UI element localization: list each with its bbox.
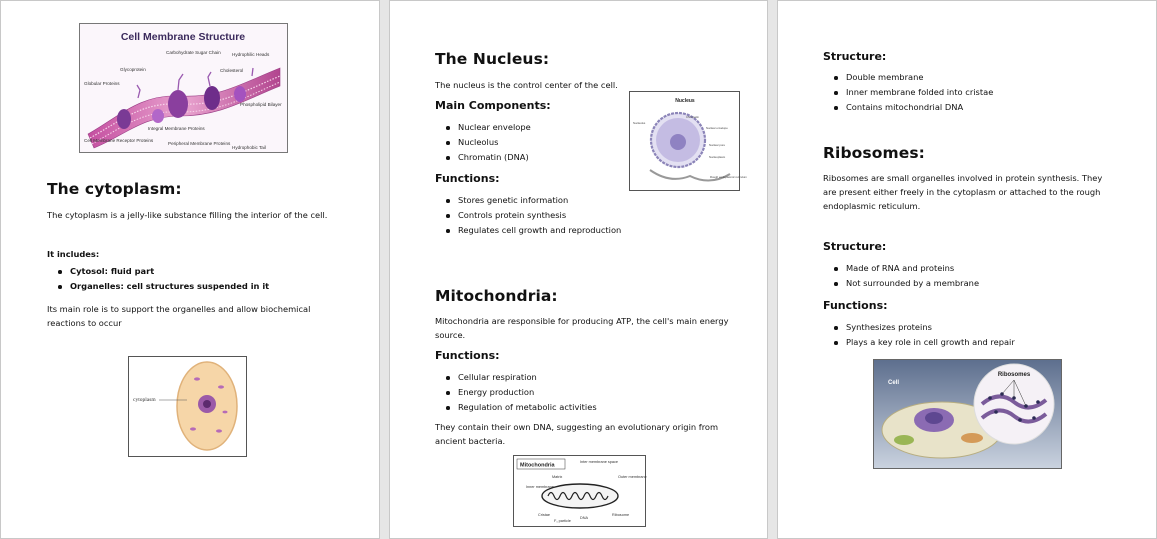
label-hydrophilic: Hydrophilic Heads	[232, 52, 270, 57]
functions-list	[435, 193, 621, 239]
mito-note: They contain their own DNA, suggesting an evolutionary origin from ancient bacteria.	[435, 422, 719, 446]
nucleus-intro: The nucleus is the control center of the cell.	[435, 80, 618, 90]
cytoplasm-items-list	[47, 264, 269, 294]
ribosomes-diagram	[874, 360, 1061, 468]
list-item: Not surrounded by a membrane	[823, 276, 979, 291]
ribo-functions-heading: Functions:	[823, 299, 888, 312]
nucleus-label-chromatin: Chromatin	[686, 115, 699, 119]
ribo-structure-list	[823, 261, 979, 291]
mito-label-matrix: Matrix	[552, 475, 563, 479]
label-globular: Globular Proteins	[84, 81, 120, 86]
mitochondria-diagram	[514, 456, 645, 526]
cytoplasm-role: Its main role is to support the organelles and allow biochemical reactions to occur	[47, 304, 311, 328]
components-heading: Main Components:	[435, 99, 551, 112]
nucleus-label-nucleolus: Nucleolus	[633, 121, 646, 125]
functions-heading: Functions:	[435, 172, 500, 185]
cytoplasm-diagram	[129, 357, 246, 456]
list-item: Cellular respiration	[435, 370, 597, 385]
list-item: Organelles: cell structures suspended in it	[47, 279, 269, 294]
nucleus-label-nucleoplasm: Nucleoplasm	[709, 155, 726, 159]
ribo-structure-heading: Structure:	[823, 240, 887, 253]
label-peripheral: Peripheral Membrane Proteins	[168, 141, 231, 146]
list-item: Double membrane	[823, 70, 993, 85]
cytoplasm-figure	[128, 356, 247, 457]
list-item: Cytosol: fluid part	[47, 264, 269, 279]
nucleus-label-pore: Nuclear pore	[709, 143, 726, 147]
document-page-2	[389, 0, 768, 539]
list-item: Regulation of metabolic activities	[435, 400, 597, 415]
list-item: Inner membrane folded into cristae	[823, 85, 993, 100]
list-item: Synthesizes proteins	[823, 320, 1015, 335]
nucleus-diagram	[630, 92, 747, 190]
label-glycoprotein: Glycoprotein	[120, 67, 146, 72]
mito-fig-title: Mitochondria	[520, 462, 555, 469]
list-item: Stores genetic information	[435, 193, 621, 208]
document-page-1	[0, 0, 380, 539]
label-phospholipid: Phospholipid Bilayer	[240, 102, 282, 107]
list-item: Contains mitochondrial DNA	[823, 100, 993, 115]
label-receptor: Cell Membrane Receptor Proteins	[84, 138, 154, 143]
list-item: Energy production	[435, 385, 597, 400]
mito-structure-heading: Structure:	[823, 50, 887, 63]
list-item: Chromatin (DNA)	[435, 150, 531, 165]
list-item: Controls protein synthesis	[435, 208, 621, 223]
nucleus-label-rer: Rough endoplasmic reticulum	[710, 175, 747, 179]
cytoplasm-heading: The cytoplasm:	[47, 180, 182, 198]
includes-label: It includes:	[47, 249, 100, 259]
label-carbohydrate: Carbohydrate Sugar Chain	[166, 50, 221, 55]
mito-label-cristae: Cristae	[538, 513, 551, 517]
ribosomes-heading: Ribosomes:	[823, 144, 925, 162]
cell-membrane-figure	[79, 23, 288, 153]
nucleus-figure	[629, 91, 747, 191]
list-item: Regulates cell growth and reproduction	[435, 223, 621, 238]
mito-structure-list	[823, 70, 993, 116]
label-cholesterol: Cholesterol	[220, 68, 244, 73]
label-hydrophobic: Hydrophobic Tail	[232, 145, 266, 150]
list-item: Made of RNA and proteins	[823, 261, 979, 276]
mito-label-dna: DNA	[580, 516, 589, 520]
ribosomes-fig-label: Ribosomes	[997, 372, 1031, 378]
mitochondria-heading: Mitochondria:	[435, 287, 558, 305]
list-item: Nuclear envelope	[435, 120, 531, 135]
nucleus-fig-title: Nucleus	[675, 98, 695, 104]
nucleus-label-envelope: Nuclear envelope	[706, 126, 728, 130]
cell-membrane-diagram	[80, 24, 287, 152]
mito-label-ribosome: Ribosome	[612, 513, 630, 517]
mito-label-inner: Inner membrane	[526, 485, 554, 489]
mito-label-intermembrane: Inter membrane space	[580, 460, 618, 464]
document-page-3	[777, 0, 1157, 539]
list-item: Plays a key role in cell growth and repair	[823, 335, 1015, 350]
membrane-title: Cell Membrane Structure	[120, 31, 246, 43]
mitochondria-intro: Mitochondria are responsible for producing ATP, the cell's main energy source.	[435, 316, 729, 340]
label-integral: Integral Membrane Proteins	[148, 126, 205, 131]
mitochondria-figure	[513, 455, 646, 527]
cytoplasm-label: cytoplasm	[133, 397, 156, 403]
mito-functions-list	[435, 370, 597, 416]
mito-functions-heading: Functions:	[435, 349, 500, 362]
ribosomes-intro: Ribosomes are small organelles involved in protein synthesis. They are present either freely in the cytoplasm or attached to the rough endoplasmic reticulum.	[823, 173, 1103, 211]
nucleus-heading: The Nucleus:	[435, 50, 550, 68]
ribosomes-figure	[873, 359, 1062, 469]
mito-label-outer: Outer membrane	[618, 475, 647, 479]
components-list	[435, 120, 531, 166]
mito-label-f1: F₁ particle	[554, 519, 571, 523]
list-item: Nucleolus	[435, 135, 531, 150]
ribo-functions-list	[823, 320, 1015, 350]
cytoplasm-intro: The cytoplasm is a jelly-like substance filling the interior of the cell.	[47, 210, 328, 220]
cell-fig-label: Cell	[888, 380, 900, 386]
